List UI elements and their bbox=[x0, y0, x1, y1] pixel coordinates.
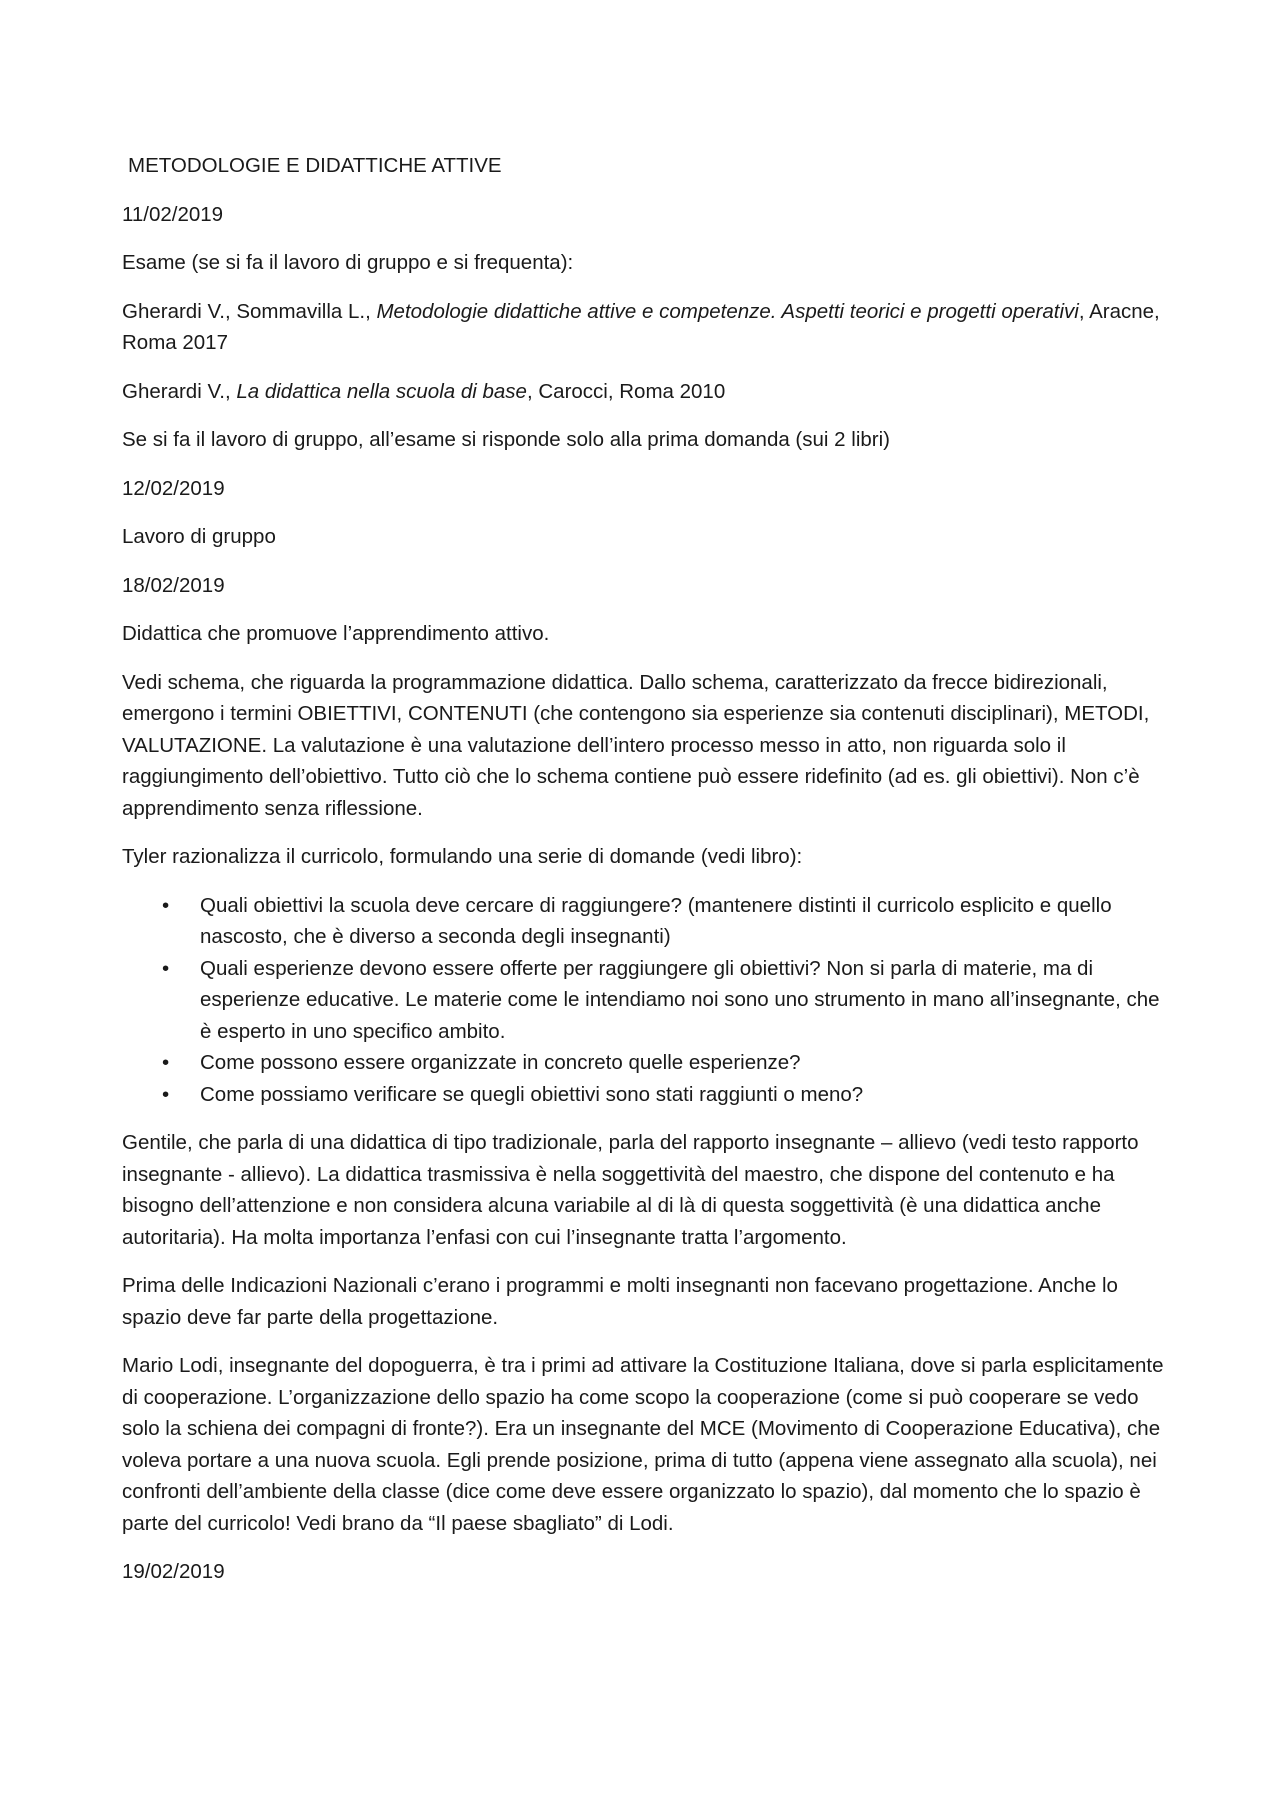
list-item bbox=[122, 953, 1170, 1048]
exam-line: Esame (se si fa il lavoro di gruppo e si frequenta): bbox=[122, 251, 574, 274]
document-title: METODOLOGIE E DIDATTICHE ATTIVE bbox=[128, 154, 502, 177]
date-heading-1: 11/02/2019 bbox=[122, 202, 224, 226]
list-item-text: Quali esperienze devono essere offerte per raggiungere gli obiettivi? Non si parla di materie, ma di esperienze educative. Le materie come le intendiamo noi sono uno strumento in mano all’insegnante, che è esperto in uno specifico ambito. bbox=[200, 956, 1160, 1043]
ref2-publisher: , Carocci, Roma 2010 bbox=[526, 379, 726, 403]
indicazioni-paragraph: Prima delle Indicazioni Nazionali c’erano i programmi e molti insegnanti non facevano progettazione. Anche lo spazio deve far parte della progettazione. bbox=[122, 1274, 1118, 1329]
document-page bbox=[122, 150, 1170, 1605]
list-item-text: Come possiamo verificare se quegli obiettivi sono stati raggiunti o meno? bbox=[200, 1082, 864, 1106]
tyler-questions-list bbox=[122, 890, 1170, 1111]
lodi-paragraph: Mario Lodi, insegnante del dopoguerra, è tra i primi ad attivare la Costituzione Italiana, dove si parla esplicitamente di cooperazione. L’organizzazione dello spazio ha come scopo la cooperazione (come si può cooperare se vedo solo la schiena dei compagni di fronte?). Era un insegnante del MCE (Movimento di Cooperazione Educativa), che voleva portare a una nuova scuola. Egli prende posizione, prima di tutto (appena viene assegnato alla scuola), nei confronti dell’ambiente della classe (dice come deve essere organizzato lo spazio), dal momento che lo spazio è parte del curricolo! Vedi brano da “Il paese sbagliato” di Lodi. bbox=[122, 1354, 1164, 1535]
list-item bbox=[122, 1079, 1170, 1111]
group-work-line: Lavoro di gruppo bbox=[122, 525, 276, 548]
list-item bbox=[122, 890, 1170, 953]
ref1-authors: Gherardi V., Sommavilla L., bbox=[122, 299, 377, 323]
ref2-authors: Gherardi V., bbox=[122, 379, 237, 403]
schema-paragraph: Vedi schema, che riguarda la programmazione didattica. Dallo schema, caratterizzato da frecce bidirezionali, emergono i termini OBIETTIVI, CONTENUTI (che contengono sia esperienze sia contenuti disciplinari), METODI, VALUTAZIONE. La valutazione è una valutazione dell’intero processo messo in atto, non riguarda solo il raggiungimento dell’obiettivo. Tutto ciò che lo schema contiene può essere ridefinito (ad es. gli obiettivi). Non c’è apprendimento senza riflessione. bbox=[122, 670, 1150, 820]
bullet-icon: • bbox=[162, 1082, 170, 1106]
date-heading-4: 19/02/2019 bbox=[122, 1560, 225, 1583]
intro-line: Didattica che promuove l’apprendimento attivo. bbox=[122, 622, 550, 645]
ref1-book-title: Metodologie didattiche attive e competenze. Aspetti teorici e progetti operativi bbox=[376, 299, 1079, 323]
bullet-icon: • bbox=[162, 1051, 170, 1074]
gentile-paragraph: Gentile, che parla di una didattica di tipo tradizionale, parla del rapporto insegnante – allievo (vedi testo rapporto insegnante - allievo). La didattica trasmissiva è nella soggettività del maestro, che dispone del contenuto e ha bisogno dell’attenzione e non considera alcuna variabile al di là di questa soggettività (è una didattica anche autoritaria). Ha molta importanza l’enfasi con cui l’insegnante tratta l’argomento. bbox=[122, 1131, 1139, 1249]
bibliography-entry-2 bbox=[122, 376, 1170, 408]
ref1-publisher: , Aracne, Roma 2017 bbox=[122, 299, 1160, 354]
tyler-intro: Tyler razionalizza il curricolo, formulando una serie di domande (vedi libro): bbox=[122, 845, 803, 868]
exam-note: Se si fa il lavoro di gruppo, all’esame si risponde solo alla prima domanda (sui 2 libri) bbox=[122, 428, 890, 451]
ref2-book-title: La didattica nella scuola di base bbox=[236, 379, 527, 403]
bibliography-entry-1 bbox=[122, 296, 1170, 359]
bullet-icon: • bbox=[162, 956, 170, 980]
date-heading-2: 12/02/2019 bbox=[122, 476, 225, 500]
list-item-text: Quali obiettivi la scuola deve cercare di raggiungere? (mantenere distinti il curricolo esplicito e quello nascosto, che è diverso a seconda degli insegnanti) bbox=[200, 893, 1112, 948]
list-item bbox=[122, 1047, 1170, 1079]
bullet-icon: • bbox=[162, 893, 170, 917]
list-item-text: Come possono essere organizzate in concreto quelle esperienze? bbox=[200, 1051, 801, 1074]
date-heading-3: 18/02/2019 bbox=[122, 573, 225, 597]
